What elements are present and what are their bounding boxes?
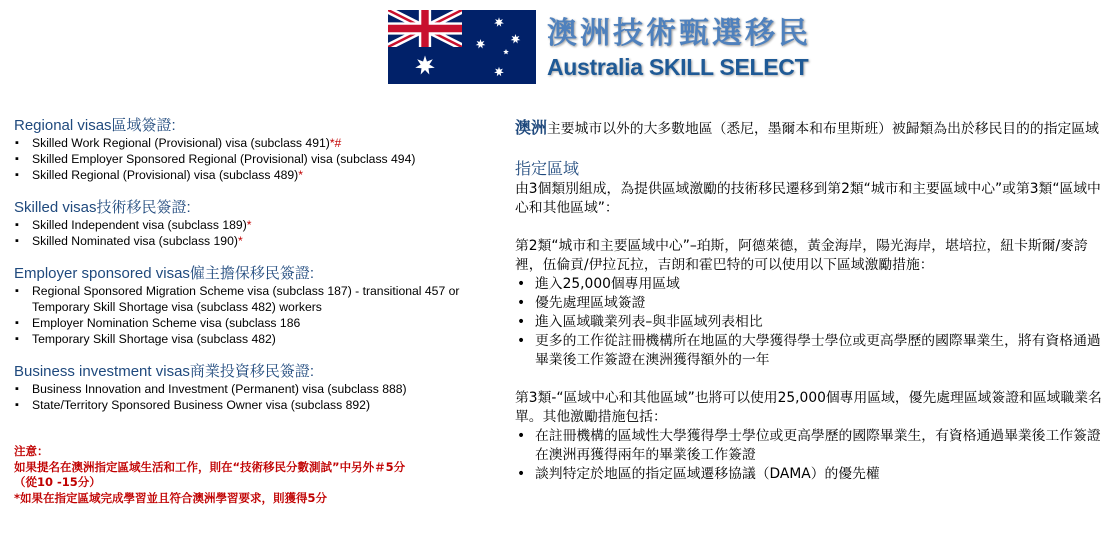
category-3-description: 第3類-“區域中心和其他區域”也將可以使用25,000個專用區域，優先處理區域簽證和區域職業名單。其他激勵措施包括： (515, 390, 1102, 425)
visa-item: ▪ Skilled Nominated visa (subclass 190)* (14, 233, 504, 249)
visa-category-regional (14, 116, 504, 183)
incentive-item: • 談判特定於地區的指定區域遷移協議（DAMA）的優先權 (515, 465, 1110, 484)
australian-flag-icon (388, 10, 536, 84)
visa-item: ▪ Temporary Skill Shortage visa (subclass 482) (14, 331, 504, 347)
header (0, 0, 1117, 95)
visa-list (14, 381, 504, 413)
visa-item: ▪ Skilled Independent visa (subclass 189)* (14, 217, 504, 233)
notice-line: （從10 -15分） (14, 475, 101, 489)
visa-category-skilled (14, 198, 504, 249)
notice-line: 如果提名在澳洲指定區域生活和工作，則在“技術移民分數測試”中另外＃5分 (14, 459, 406, 474)
category-3-list (515, 427, 1110, 484)
section-title: 指定區域 (515, 159, 580, 178)
category-2-description: 第2類“城市和主要區域中心”–珀斯，阿德萊德，黃金海岸，陽光海岸，堪培拉，紐卡斯爾/麥誇裡，伍倫貢/伊拉瓦拉，吉朗和霍巴特的可以使用以下區域激勵措施： (515, 238, 1088, 273)
category-2-list (515, 275, 1110, 370)
visa-item: ▪ Business Innovation and Investment (Permanent) visa (subclass 888) (14, 381, 504, 397)
category-title: Business investment visas商業投資移民簽證: (14, 363, 315, 380)
notice-label: 注意： (14, 444, 49, 458)
visa-list (14, 135, 504, 183)
visa-category-employer (14, 264, 504, 347)
visa-category-business (14, 362, 504, 413)
category-title: Regional visas區域簽證: (14, 117, 176, 134)
section-description: 由3個類別組成，為提供區域激勵的技術移民遷移到第2類“城市和主要區域中心”或第3類“區域中心和其他區域”： (515, 181, 1101, 216)
incentive-item: • 更多的工作從註冊機構所在地區的大學獲得學士學位或更高學歷的國際畢業生，將有資格通過畢業後工作簽證在澳洲獲得額外的一年 (515, 332, 1110, 370)
notice-line: *如果在指定區域完成學習並且符合澳洲學習要求，則獲得5分 (14, 490, 328, 505)
visa-item: ▪ Skilled Regional (Provisional) visa (subclass 489)* (14, 167, 504, 183)
designated-areas-info (515, 118, 1110, 484)
notice (14, 444, 504, 506)
intro-lead: 澳洲 (515, 118, 548, 137)
incentive-item: • 進入區域職業列表–與非區域列表相比 (515, 313, 1110, 332)
page-subtitle: Australia SKILL SELECT (547, 54, 809, 80)
category-title: Employer sponsored visas僱主擔保移民簽證: (14, 265, 315, 282)
visa-item: ▪ Employer Nomination Scheme visa (subclass 186 (14, 315, 504, 331)
incentive-item: • 進入25,000個專用區域 (515, 275, 1110, 294)
page-title: 澳洲技術甄選移民 (547, 16, 811, 51)
visa-item: ▪ Skilled Work Regional (Provisional) visa (subclass 491)*# (14, 135, 504, 151)
category-title: Skilled visas技術移民簽證: (14, 199, 191, 216)
visa-categories (14, 116, 504, 428)
visa-item: ▪ Skilled Employer Sponsored Regional (Provisional) visa (subclass 494) (14, 151, 504, 167)
visa-item: ▪ State/Territory Sponsored Business Owner visa (subclass 892) (14, 397, 504, 413)
visa-list (14, 283, 504, 347)
incentive-item: • 在註冊機構的區域性大學獲得學士學位或更高學歷的國際畢業生，有資格通過畢業後工作簽證在澳洲再獲得兩年的畢業後工作簽證 (515, 427, 1110, 465)
incentive-item: • 優先處理區域簽證 (515, 294, 1110, 313)
intro-paragraph: 澳洲主要城市以外的大多數地區（悉尼，墨爾本和布里斯班）被歸類為出於移民目的的指定區域 (515, 118, 1099, 137)
visa-list (14, 217, 504, 249)
visa-item: ▪ Regional Sponsored Migration Scheme visa (subclass 187) - transitional 457 or Temporary Skill Shortage visa (subclass 482) workers (14, 283, 504, 315)
